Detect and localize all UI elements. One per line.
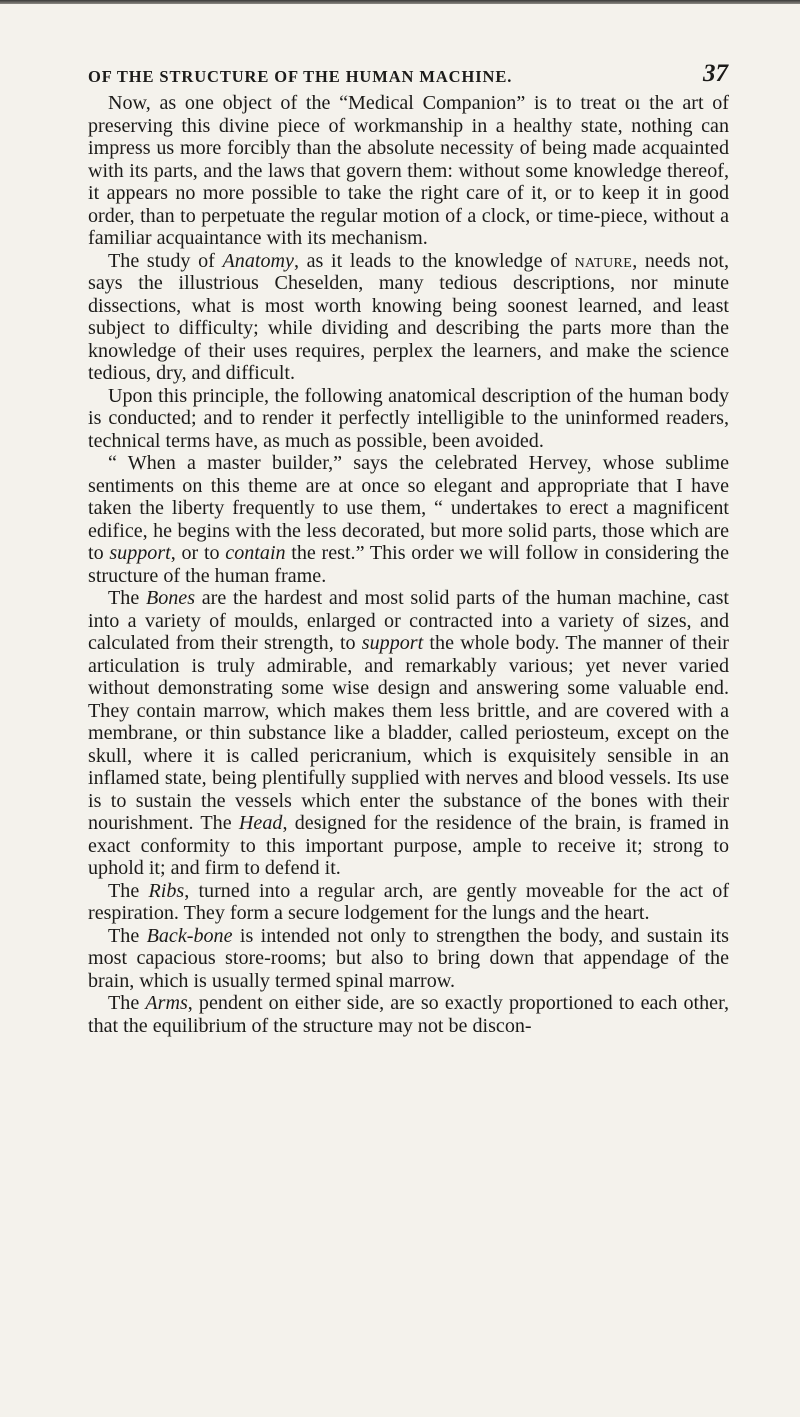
term-back-bone: Back-bone	[146, 924, 233, 947]
paragraph-arms: The Arms, pendent on either side, are so exactly proportioned to each other, that the equilibrium of the structure may not be discon-	[88, 992, 729, 1037]
paragraph-medical-companion: Now, as one object of the “Medical Companion” is to treat oı the art of preserving this divine piece of workmanship in a healthy state, nothing can impress us more forcibly than the absolute necessity of being made acquainted with its parts, and the laws that govern them: without some knowledge thereof, it appears no more possible to take the right care of it, or to keep it in good order, than to perpetuate the regular motion of a clock, or time-piece, without a familiar acquaintance with its mechanism.	[88, 92, 729, 249]
paragraph-master-builder: “ When a master builder,” says the celebrated Hervey, whose sublime sentiments on this theme are at once so elegant and appropriate that I have taken the liberty frequently to use them, “ undertakes to erect a magnificent edifice, he begins with the less decorated, but more solid parts, those which are to support, or to contain the rest.” This order we will follow in considering the structure of the human frame.	[88, 452, 729, 587]
term-ribs: Ribs	[148, 879, 185, 902]
term-arms: Arms	[145, 992, 188, 1014]
term-support: support	[109, 542, 171, 564]
paragraph-anatomy: The study of Anatomy, as it leads to the knowledge of nature, needs not, says the illustrious Cheselden, many tedious descriptions, nor minute dissections, what is most worth knowing being soonest learned, and least subject to difficulty; while dividing and describing the parts more than the knowledge of their uses requires, perplex the learners, and make the science tedious, dry, and difficult.	[88, 249, 729, 384]
paragraph-bones: The Bones are the hardest and most solid parts of the human machine, cast into a variety of moulds, enlarged or contracted into a variety of sizes, and calculated from their strength, to support the whole body. The manner of their articulation is truly admirable, and remarkably various; yet never varied without demonstrating some wise design and answering some valuable end. They contain marrow, which makes them less brittle, and are covered with a membrane, or thin substance like a bladder, called periosteum, except on the skull, where it is called pericranium, which is exquisitely sensible in an inflamed state, being plentifully supplied with nerves and blood vessels. Its use is to sustain the vessels which enter the substance of the bones with their nourishment. The Head, designed for the residence of the brain, is framed in exact conformity to this important purpose, ample to receive it; strong to uphold it; and firm to defend it.	[88, 587, 729, 879]
paragraph-principle: Upon this principle, the following anatomical description of the human body is conducted; and to render it perfectly intelligible to the uninformed readers, technical terms have, as much as possible, been avoided.	[88, 384, 729, 452]
term-head: Head	[238, 812, 283, 834]
running-title: OF THE STRUCTURE OF THE HUMAN MACHINE.	[88, 67, 513, 86]
term-anatomy: Anatomy	[222, 249, 294, 272]
text-body	[88, 92, 729, 1037]
term-nature: nature	[574, 249, 633, 272]
paragraph-back-bone: The Back-bone is intended not only to strengthen the body, and sustain its most capacious store-rooms; but also to bring down that appendage of the brain, which is usually termed spinal marrow.	[88, 924, 729, 992]
term-support-bones: support	[361, 632, 424, 654]
term-bones: Bones	[145, 587, 196, 609]
page-header	[88, 60, 728, 90]
paragraph-ribs: The Ribs, turned into a regular arch, are gently moveable for the act of respiration. They form a secure lodgement for the lungs and the heart.	[88, 879, 730, 924]
term-contain: contain	[225, 542, 286, 564]
page-top-edge	[0, 0, 800, 4]
page-number: 37	[703, 60, 728, 87]
